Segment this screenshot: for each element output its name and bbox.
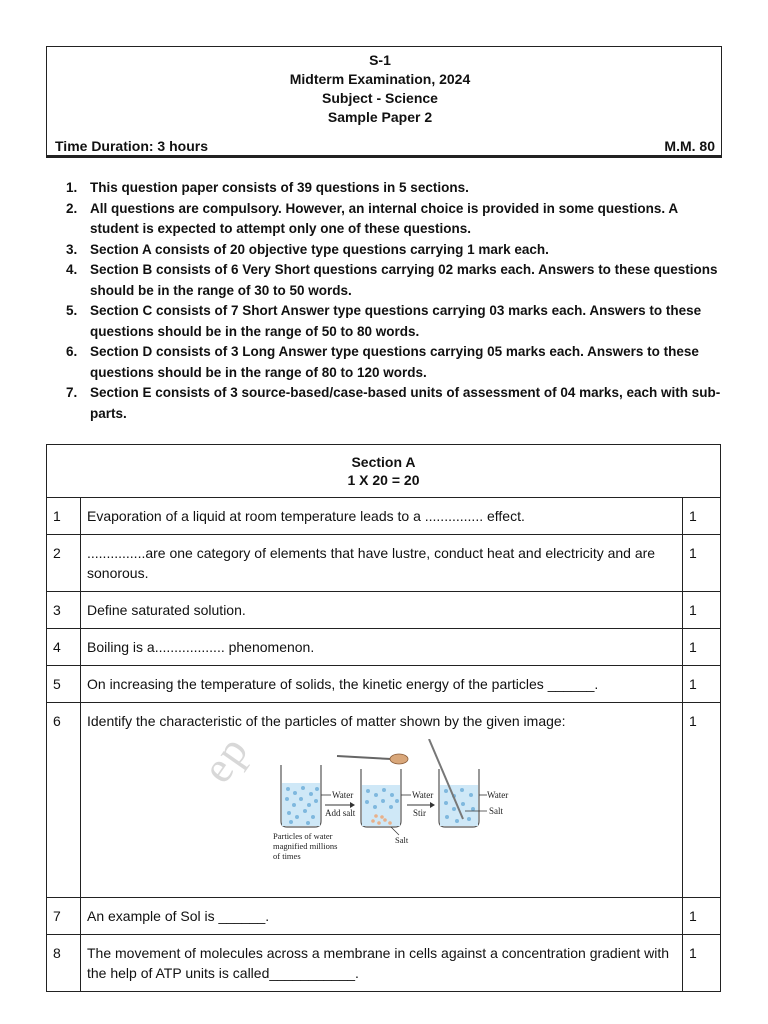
label-add-salt: Add salt xyxy=(325,808,356,818)
subject-title: Subject - Science xyxy=(322,90,438,106)
question-row xyxy=(47,935,721,992)
caption-line-1: Particles of water xyxy=(273,831,333,841)
instruction-item: 6. Section D consists of 3 Long Answer type questions carrying 05 marks each. Answers to these questions should be in the range of 80 to 120 words. xyxy=(66,344,699,380)
question-number: 7 xyxy=(47,898,81,935)
question-row xyxy=(47,592,721,629)
question-marks: 1 xyxy=(683,935,721,992)
beaker-3 xyxy=(429,739,479,827)
watermark-text: ep xyxy=(192,726,259,792)
question-text: ...............are one category of elements that have lustre, conduct heat and electricity and are sonorous. xyxy=(81,535,683,592)
question-text: The movement of molecules across a membrane in cells against a concentration gradient with the help of ATP units is called___________. xyxy=(81,935,683,992)
question-marks: 1 xyxy=(683,535,721,592)
question-row xyxy=(47,666,721,703)
question-number: 5 xyxy=(47,666,81,703)
caption-line-2: magnified millions xyxy=(273,841,338,851)
section-title: Section A xyxy=(351,454,416,470)
question-number: 3 xyxy=(47,592,81,629)
question-number: 1 xyxy=(47,498,81,535)
section-a-table xyxy=(46,444,721,992)
time-duration: Time Duration: 3 hours xyxy=(55,138,208,154)
question-text: An example of Sol is ______. xyxy=(81,898,683,935)
question-row xyxy=(47,498,721,535)
label-water-2: Water xyxy=(412,790,434,800)
beaker-1 xyxy=(281,765,321,827)
question-marks: 1 xyxy=(683,592,721,629)
instruction-item: 3. Section A consists of 20 objective type questions carrying 1 mark each. xyxy=(66,241,549,257)
label-salt-1: Salt xyxy=(395,835,409,845)
question-marks: 1 xyxy=(683,498,721,535)
instruction-item: 2. All questions are compulsory. However, an internal choice is provided in some questions. A student is expected to attempt only one of these questions. xyxy=(66,200,678,236)
question-row xyxy=(47,703,721,898)
question-row xyxy=(47,898,721,935)
question-row xyxy=(47,629,721,666)
caption-line-3: of times xyxy=(273,851,301,861)
exam-header xyxy=(46,46,722,158)
label-stir: Stir xyxy=(413,808,427,818)
section-a-header xyxy=(47,445,721,498)
instruction-item: 5. Section C consists of 7 Short Answer type questions carrying 03 marks each. Answers to these questions should be in the range of 50 to 80 words. xyxy=(66,303,702,339)
question-row xyxy=(47,535,721,592)
instruction-item: 7. Section E consists of 3 source-based/case-based units of assessment of 04 marks, each with sub-parts. xyxy=(66,385,721,421)
paper-code: S-1 xyxy=(369,52,391,68)
question-number: 2 xyxy=(47,535,81,592)
beaker-2 xyxy=(361,769,401,827)
question-number: 4 xyxy=(47,629,81,666)
question-cell xyxy=(81,703,683,898)
particles-of-matter-figure xyxy=(192,726,533,889)
label-salt-2: Salt xyxy=(489,806,504,816)
question-marks: 1 xyxy=(683,666,721,703)
beakers-diagram xyxy=(233,739,533,889)
max-marks: M.M. 80 xyxy=(664,138,715,154)
label-water-3: Water xyxy=(487,790,509,800)
question-text: Evaporation of a liquid at room temperature leads to a ............... effect. xyxy=(81,498,683,535)
question-marks: 1 xyxy=(683,898,721,935)
question-text: On increasing the temperature of solids, the kinetic energy of the particles ______. xyxy=(81,666,683,703)
question-number: 8 xyxy=(47,935,81,992)
instruction-item: 1. This question paper consists of 39 questions in 5 sections. xyxy=(66,180,469,195)
section-marks: 1 X 20 = 20 xyxy=(347,472,420,488)
question-text: Identify the characteristic of the particles of matter shown by the given image: xyxy=(87,713,566,729)
question-number: 6 xyxy=(47,703,81,898)
question-marks: 1 xyxy=(683,703,721,898)
label-water-1: Water xyxy=(332,790,354,800)
question-marks: 1 xyxy=(683,629,721,666)
question-text: Boiling is a.................. phenomenon. xyxy=(81,629,683,666)
instruction-item: 4. Section B consists of 6 Very Short questions carrying 02 marks each. Answers to these questions should be in the range of 30 to 50 words. xyxy=(66,262,718,298)
question-text: Define saturated solution. xyxy=(81,592,683,629)
spoon-icon xyxy=(337,754,408,764)
instructions-list xyxy=(66,178,726,424)
exam-title: Midterm Examination, 2024 xyxy=(289,71,471,87)
sample-paper-title: Sample Paper 2 xyxy=(327,109,433,125)
